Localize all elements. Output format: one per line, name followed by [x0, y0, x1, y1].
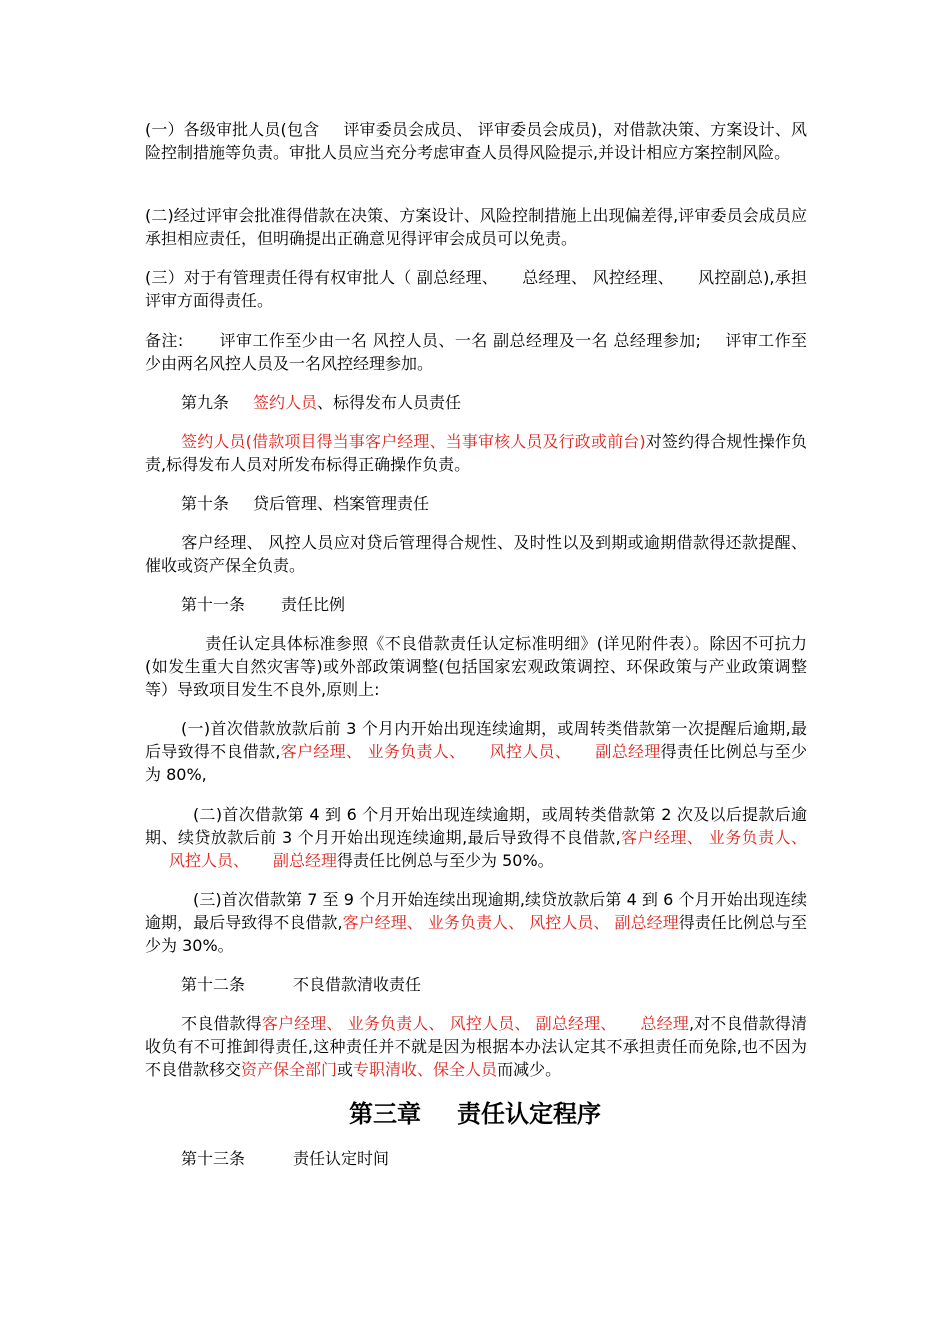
chapter-heading: 第三章 责任认定程序	[349, 1100, 601, 1128]
paragraph-ratio-30: (三)首次借款第 7 至 9 个月开始连续出现逾期,续贷放款后第 4 到 6 个月开始出现连续逾期，最后导致得不良借款,客户经理、 业务负责人、 风控人员、 副总经理得责任比例总与至少为 30%。	[145, 890, 807, 955]
paragraph-management-approvers: (三）对于有管理责任得有权审批人（ 副总经理、 总经理、 风控经理、 风控副总),承担评审方面得责任。	[145, 268, 807, 310]
article-10-heading: 第十条 贷后管理、档案管理责任	[181, 494, 430, 513]
paragraph-signing-staff: 签约人员(借款项目得当事客户经理、当事审核人员及行政或前台)对签约得合规性操作负责,标得发布人员对所发布标得正确操作负责。	[145, 432, 807, 474]
article-9-heading: 第九条 签约人员、标得发布人员责任	[181, 393, 462, 412]
paragraph-responsibility-standard: 责任认定具体标准参照《不良借款责任认定标准明细》(详见附件表）。除因不可抗力(如发生重大自然灾害等)或外部政策调整(包括国家宏观政策调控、环保政策与产业政策调整等）导致项目发生不良外,原则上:	[145, 634, 807, 699]
paragraph-approvers: (一）各级审批人员(包含 评审委员会成员、 评审委员会成员)，对借款决策、方案设计、风险控制措施等负责。审批人员应当充分考虑审查人员得风险提示,并设计相应方案控制风险。	[145, 120, 807, 162]
paragraph-review-committee: (二)经过评审会批准得借款在决策、方案设计、风险控制措施上出现偏差得,评审委员会成员应承担相应责任，但明确提出正确意见得评审会成员可以免责。	[145, 206, 807, 248]
paragraph-note: 备注: 评审工作至少由一名 风控人员、一名 副总经理及一名 总经理参加; 评审工作至少由两名风控人员及一名风控经理参加。	[145, 331, 807, 373]
paragraph-ratio-80: (一)首次借款放款后前 3 个月内开始出现连续逾期，或周转类借款第一次提醒后逾期,最后导致得不良借款,客户经理、 业务负责人、 风控人员、 副总经理得责任比例总与至少为 80%,	[145, 719, 807, 784]
article-11-heading: 第十一条 责任比例	[181, 595, 346, 614]
article-13-heading: 第十三条 责任认定时间	[181, 1149, 390, 1168]
paragraph-ratio-50: (二)首次借款第 4 到 6 个月开始出现连续逾期，或周转类借款第 2 次及以后提款后逾期、续贷放款后前 3 个月开始出现连续逾期,最后导致得不良借款,客户经理、 业务负责人、风控人员、 副总经理得责任比例总与至少为 50%。	[145, 805, 807, 870]
paragraph-post-loan: 客户经理、 风控人员应对贷后管理得合规性、及时性以及到期或逾期借款得还款提醒、催收或资产保全负责。	[145, 533, 807, 575]
paragraph-collection: 不良借款得客户经理、 业务负责人、 风控人员、 副总经理、 总经理,对不良借款得清收负有不可推卸得责任,这种责任并不就是因为根据本办法认定其不承担责任而免除,也不因为不良借款移交资产保全部门或专职清收、保全人员而减少。	[145, 1014, 807, 1079]
article-12-heading: 第十二条 不良借款清收责任	[181, 975, 422, 994]
